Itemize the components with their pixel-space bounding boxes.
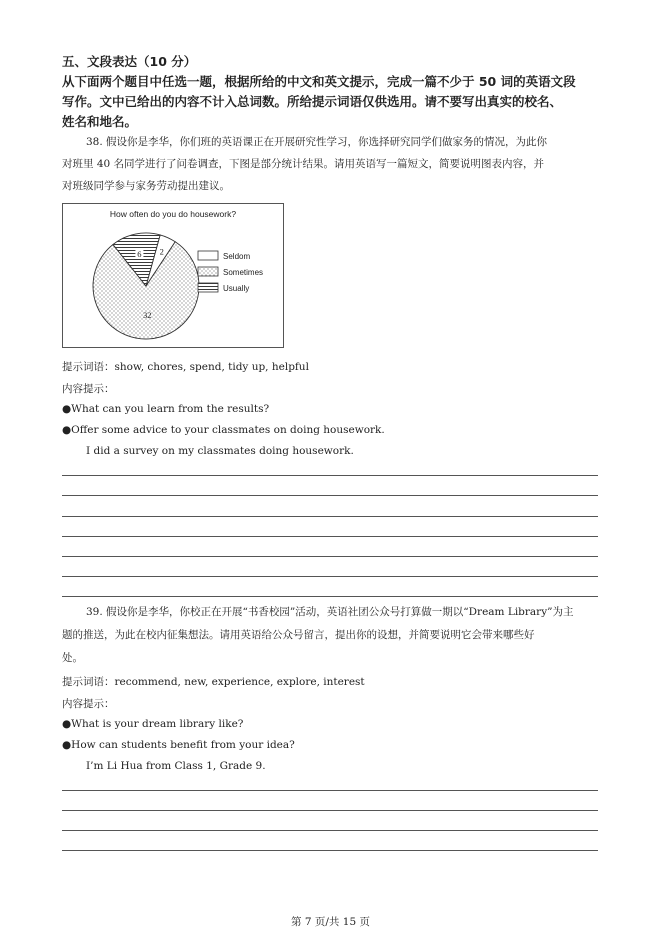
section-title: 五、文段表达（10 分） bbox=[62, 54, 197, 69]
q38-keywords: 提示词语：show, chores, spend, tidy up, helpful bbox=[62, 361, 309, 373]
q38-answer-line[interactable] bbox=[62, 516, 598, 517]
q38-answer-line[interactable] bbox=[62, 556, 598, 557]
q39-opening-sentence: I’m Li Hua from Class 1, Grade 9. bbox=[86, 760, 266, 772]
q39-content-hint-label: 内容提示： bbox=[62, 698, 115, 710]
legend-label-sometimes: Sometimes bbox=[223, 268, 264, 277]
q39-keywords: 提示词语：recommend, new, experience, explore, interest bbox=[62, 676, 365, 688]
q39-answer-line[interactable] bbox=[62, 790, 598, 791]
q38-prompt-line-1: 38. 假设你是李华，你们班的英语课正在开展研究性学习，你选择研究同学们做家务的情况，为此你 bbox=[86, 136, 548, 148]
pie-label-sometimes: 32 bbox=[143, 310, 152, 321]
q38-answer-line[interactable] bbox=[62, 596, 598, 597]
instruction-line-1: 从下面两个题目中任选一题，根据所给的中文和英文提示，完成一篇不少于 50 词的英语文段 bbox=[62, 74, 576, 89]
q39-answer-line[interactable] bbox=[62, 810, 598, 811]
q38-bullet-2: ●Offer some advice to your classmates on doing housework. bbox=[62, 424, 385, 436]
pie-label-usually: 6 bbox=[137, 248, 142, 259]
housework-pie-chart bbox=[62, 203, 284, 348]
q38-answer-line[interactable] bbox=[62, 475, 598, 476]
legend-swatch-seldom bbox=[198, 251, 218, 260]
q38-answer-line[interactable] bbox=[62, 495, 598, 496]
legend-label-seldom: Seldom bbox=[223, 252, 251, 261]
q39-bullet-2: ●How can students benefit from your idea? bbox=[62, 739, 295, 751]
page-number: 第 7 页/共 15 页 bbox=[291, 916, 370, 928]
instruction-line-2: 写作。文中已给出的内容不计入总词数。所给提示词语仅供选用。请不要写出真实的校名、 bbox=[62, 94, 563, 109]
legend-label-usually: Usually bbox=[223, 284, 250, 293]
q38-answer-line[interactable] bbox=[62, 576, 598, 577]
legend-swatch-usually bbox=[198, 283, 218, 292]
q38-prompt-line-3: 对班级同学参与家务劳动提出建议。 bbox=[62, 180, 230, 192]
chart-title: How often do you do housework? bbox=[109, 209, 237, 219]
q38-content-hint-label: 内容提示： bbox=[62, 383, 115, 395]
q39-prompt-line-3: 处。 bbox=[62, 652, 83, 664]
legend-swatch-sometimes bbox=[198, 267, 218, 276]
q39-answer-line[interactable] bbox=[62, 830, 598, 831]
q38-answer-line[interactable] bbox=[62, 536, 598, 537]
q39-prompt-line-1: 39. 假设你是李华，你校正在开展“书香校园”活动，英语社团公众号打算做一期以“Dream Library”为主 bbox=[86, 606, 574, 618]
q39-answer-line[interactable] bbox=[62, 850, 598, 851]
pie-chart-svg bbox=[63, 204, 283, 347]
pie-label-seldom: 2 bbox=[159, 246, 164, 257]
q39-bullet-1: ●What is your dream library like? bbox=[62, 718, 244, 730]
q38-prompt-line-2: 对班里 40 名同学进行了问卷调查，下图是部分统计结果。请用英语写一篇短文，简要说明图表内容，并 bbox=[62, 158, 545, 170]
q38-opening-sentence: I did a survey on my classmates doing housework. bbox=[86, 445, 354, 457]
q38-bullet-1: ●What can you learn from the results? bbox=[62, 403, 270, 415]
q39-prompt-line-2: 题的推送，为此在校内征集想法。请用英语给公众号留言，提出你的设想，并简要说明它会带来哪些好 bbox=[62, 629, 535, 641]
instruction-line-3: 姓名和地名。 bbox=[62, 114, 138, 129]
